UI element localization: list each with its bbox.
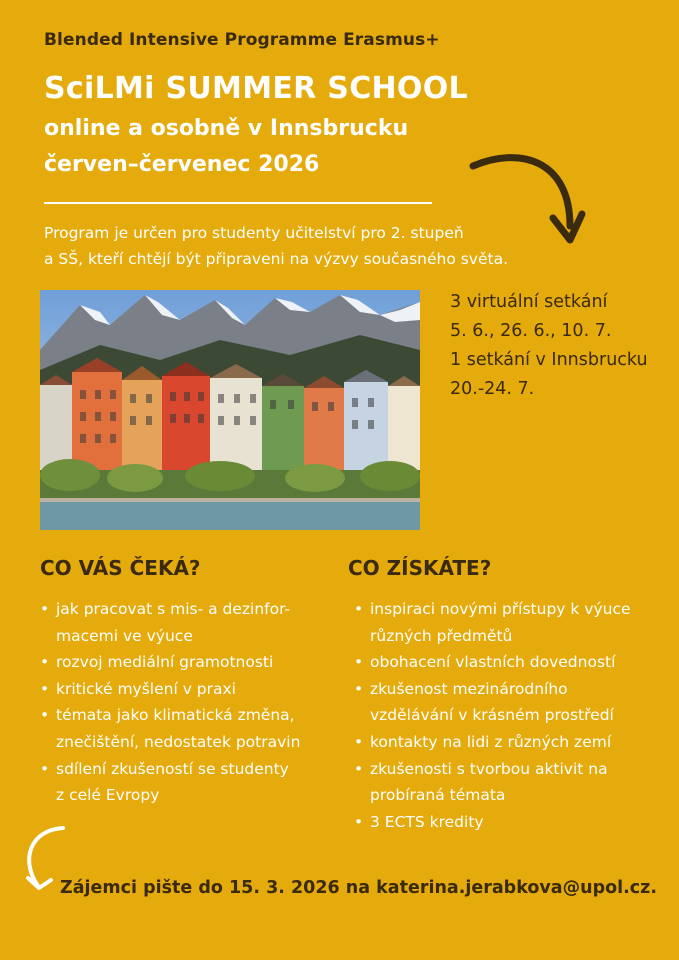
list-item: • zkušenosti s tvorbou aktivit na probíraná témata <box>354 756 631 809</box>
list-item: • obohacení vlastních dovedností <box>354 649 631 676</box>
schedule-line: 20.-24. 7. <box>450 379 535 399</box>
list-item: • inspiraci novými přístupy k výuce různých předmětů <box>354 596 631 649</box>
subtitle-location: online a osobně v Innsbrucku <box>44 116 409 141</box>
gain-list <box>354 596 631 835</box>
schedule-line: 3 virtuální setkání <box>450 292 608 312</box>
expect-list <box>40 596 300 809</box>
title-divider <box>44 202 432 204</box>
list-item: • 3 ECTS kredity <box>354 809 631 836</box>
list-item: • sdílení zkušeností se studenty z celé Evropy <box>40 756 300 809</box>
list-item: • rozvoj mediální gramotnosti <box>40 649 300 676</box>
list-item: • témata jako klimatická změna, znečištění, nedostatek potravin <box>40 702 300 755</box>
contact-line: Zájemci pište do 15. 3. 2026 na katerina.jerabkova@upol.cz. <box>60 878 657 898</box>
innsbruck-photo <box>40 290 420 530</box>
intro-line: Program je určen pro studenty učitelství pro 2. stupeň <box>44 224 464 242</box>
list-item: • jak pracovat s mis- a dezinfor- macemi ve výuce <box>40 596 300 649</box>
section-heading-gain: CO ZÍSKÁTE? <box>348 556 492 580</box>
list-item: • zkušenost mezinárodního vzdělávání v krásném prostředí <box>354 676 631 729</box>
subtitle-dates: červen–červenec 2026 <box>44 152 320 177</box>
page-title: SciLMi SUMMER SCHOOL <box>44 71 468 106</box>
schedule <box>450 288 648 404</box>
curved-arrow-down-icon <box>465 148 590 253</box>
list-item: • kritické myšlení v praxi <box>40 676 300 703</box>
schedule-line: 5. 6., 26. 6., 10. 7. <box>450 321 612 341</box>
programme-kicker: Blended Intensive Programme Erasmus+ <box>44 30 440 50</box>
intro-line: a SŠ, kteří chtějí být připraveni na výzvy současného světa. <box>44 250 509 268</box>
list-item: • kontakty na lidi z různých zemí <box>354 729 631 756</box>
schedule-line: 1 setkání v Innsbrucku <box>450 350 648 370</box>
section-heading-expect: CO VÁS ČEKÁ? <box>40 556 201 580</box>
